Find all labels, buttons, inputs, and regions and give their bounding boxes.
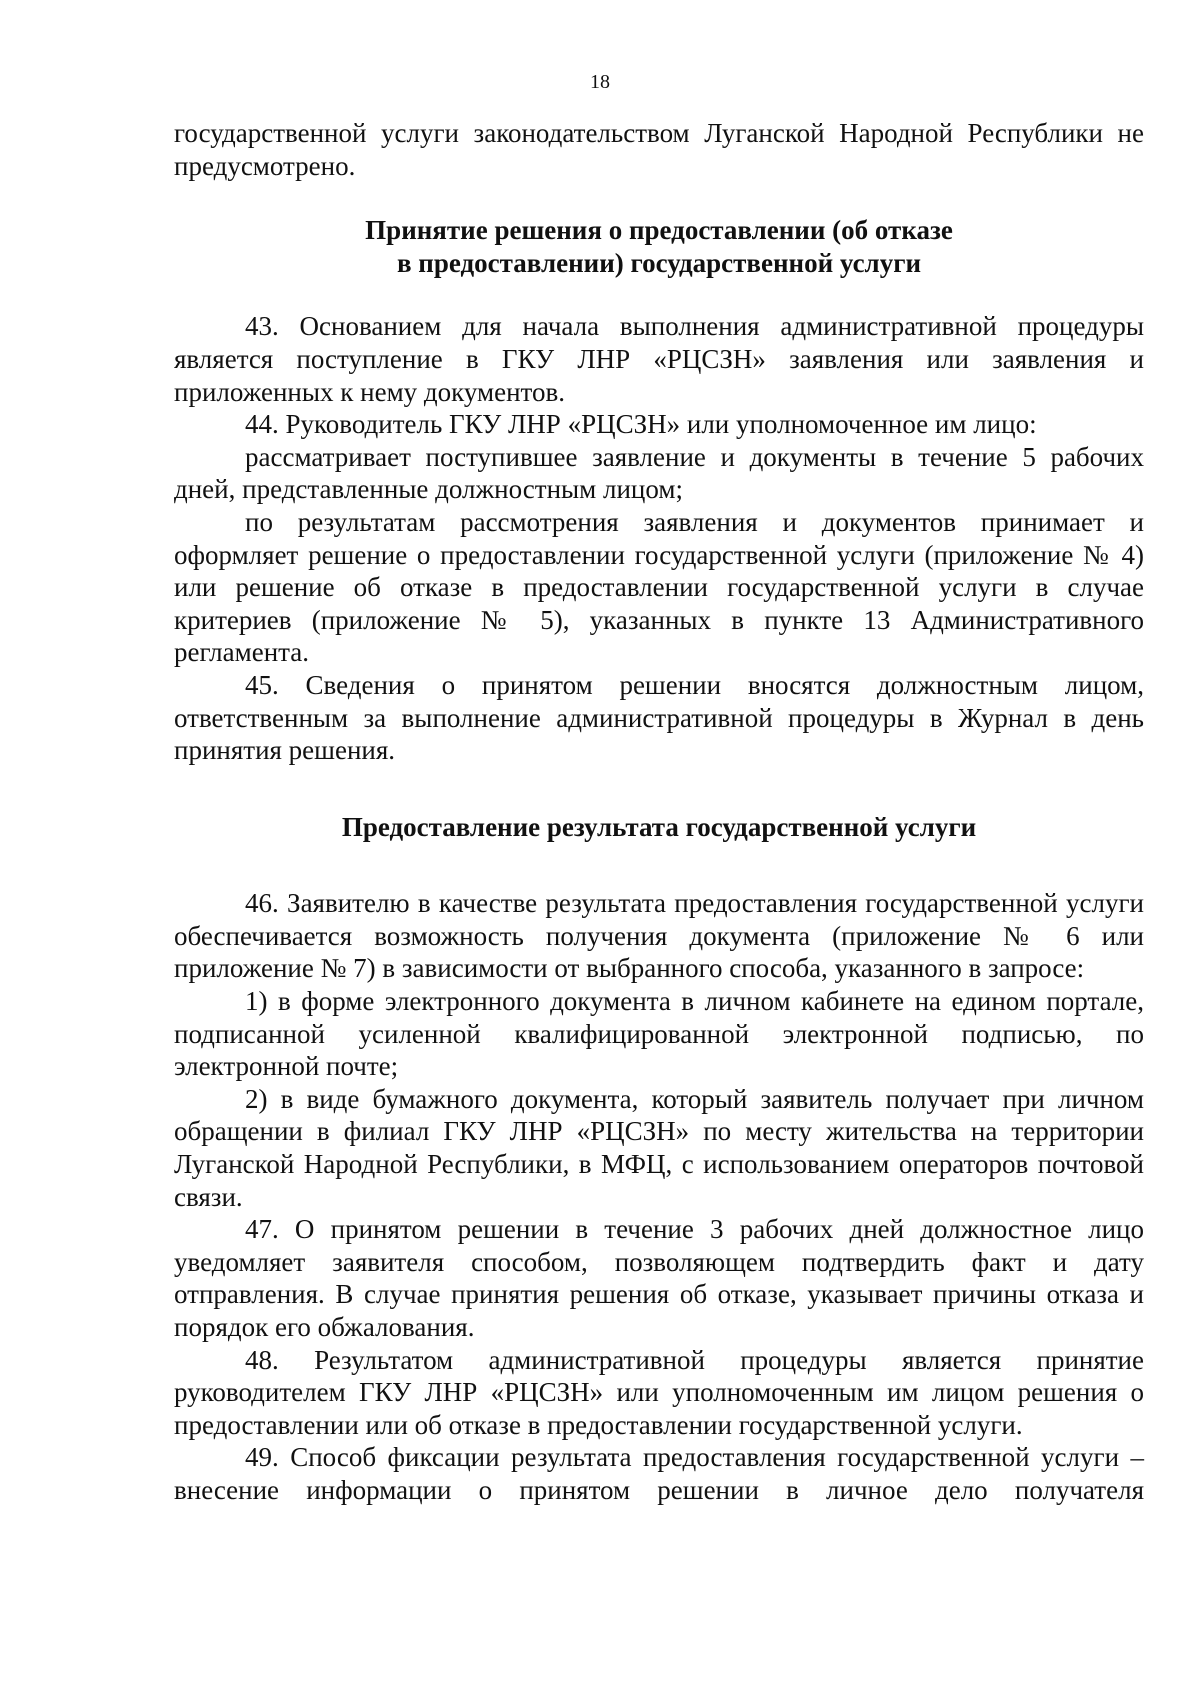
paragraph-46-item-1: 1) в форме электронного документа в личном кабинете на едином портале, подписанной усиленной квалифицированной электронной подписью, по электронной почте; — [174, 986, 1144, 1082]
paragraph-48: 48. Результатом административной процедуры является принятие руководителем ГКУ ЛНР «РЦСЗН» или уполномоченным им лицом решения о предоставлении или об отказе в предоставлении государственной услуги. — [174, 1344, 1144, 1440]
document-body — [174, 117, 1144, 1507]
paragraph-44-item-decision: по результатам рассмотрения заявления и документов принимает и оформляет решение о предоставлении государственной услуги (приложение № 4) или решение об отказе в предоставлении государственной услуги в случае критериев (приложение № 5), указанных в пункте 13 Административного регламента. — [174, 506, 1144, 668]
section-heading-line: в предоставлении) государственной услуги — [396, 247, 922, 278]
paragraph-45: 45. Сведения о принятом решении вносятся должностным лицом, ответственным за выполнение административной процедуры в Журнал в день принятия решения. — [174, 669, 1144, 766]
section-heading-line: Принятие решения о предоставлении (об отказе — [365, 215, 953, 246]
paragraph-46: 46. Заявителю в качестве результата предоставления государственной услуги обеспечивается возможность получения документа (приложение № 6 или приложение № 7) в зависимости от выбранного способа, указанного в запросе: — [174, 888, 1144, 984]
paragraph-44-item-review: рассматривает поступившее заявление и документы в течение 5 рабочих дней, представленные должностным лицом; — [174, 441, 1144, 505]
paragraph-43: 43. Основанием для начала выполнения административной процедуры является поступление в ГКУ ЛНР «РЦСЗН» заявления или заявления и приложенных к нему документов. — [174, 311, 1144, 407]
page-number: 18 — [590, 71, 610, 93]
paragraph-44: 44. Руководитель ГКУ ЛНР «РЦСЗН» или уполномоченное им лицо: — [245, 409, 1037, 440]
section-heading-decision — [174, 214, 1144, 279]
paragraph-46-item-2: 2) в виде бумажного документа, который заявитель получает при личном обращении в филиал ГКУ ЛНР «РЦСЗН» по месту жительства на территории Луганской Народной Республики, в МФЦ, с использованием операторов почтовой связи. — [174, 1083, 1144, 1212]
paragraph-47: 47. О принятом решении в течение 3 рабочих дней должностное лицо уведомляет заявителя способом, позволяющем подтвердить факт и дату отправления. В случае принятия решения об отказе, указывает причины отказа и порядок его обжалования. — [174, 1214, 1144, 1342]
section-heading-result: Предоставление результата государственной услуги — [341, 811, 977, 842]
intro-paragraph: государственной услуги законодательством Луганской Народной Республики не предусмотрено. — [174, 118, 1144, 181]
paragraph-49: 49. Способ фиксации результата предоставления государственной услуги – внесение информации о принятом решении в личное дело получателя — [174, 1442, 1144, 1505]
